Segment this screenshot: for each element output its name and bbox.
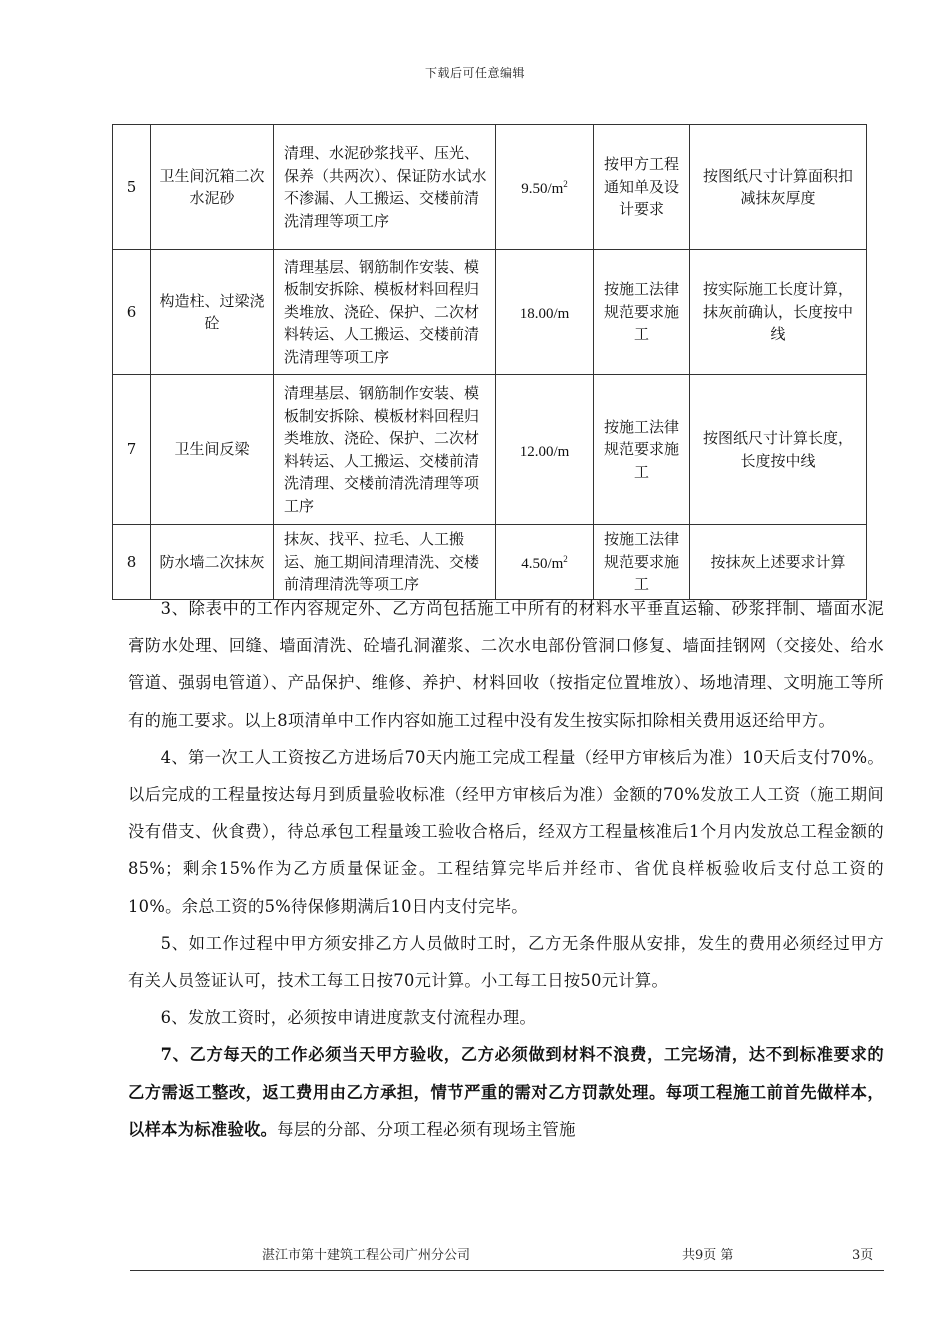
clause-6: 6、发放工资时，必须按申请进度款支付流程办理。 [160,1008,537,1028]
item-content: 抹灰、找平、拉毛、人工搬运、施工期间清理清洗、交楼前清理清洗等项工序 [274,525,496,600]
unit-price [496,525,594,600]
unit-price [496,125,594,250]
item-content: 清理基层、钢筋制作安装、模板制安拆除、模板材料回程归类堆放、浇砼、保护、二次材料转运、人工搬运、交楼前清洗清理等项工序 [274,250,496,375]
price-value: 9.50/m [521,181,564,198]
calculation-method: 按图纸尺寸计算面积扣减抹灰厚度 [690,125,867,250]
clause-5: 5、如工作过程中甲方须安排乙方人员做时工时，乙方无条件服从安排，发生的费用必须经过甲方有关人员签证认可，技术工每工日按70元计算。小工每工日按50元计算。 [128,933,884,991]
price-value: 12.00/m [519,443,570,460]
row-number: 5 [113,125,151,250]
contract-body [128,590,884,1148]
price-value: 4.50/m [521,556,564,573]
item-requirement: 按甲方工程通知单及设计要求 [594,125,690,250]
item-name: 卫生间反梁 [151,375,274,525]
item-requirement: 按施工法律规范要求施工 [594,525,690,600]
item-name: 卫生间沉箱二次水泥砂 [151,125,274,250]
calculation-method: 按实际施工长度计算，抹灰前确认，长度按中线 [690,250,867,375]
item-name: 防水墙二次抹灰 [151,525,274,600]
item-name: 构造柱、过梁浇砼 [151,250,274,375]
unit-price [496,375,594,525]
unit-price [496,250,594,375]
footer-company: 湛江市第十建筑工程公司广州分公司 [262,1248,471,1263]
page-header: 下载后可任意编辑 [424,66,525,80]
table-row [113,125,867,250]
item-content: 清理、水泥砂浆找平、压光、保养（共两次）、保证防水试水不渗漏、人工搬运、交楼前清洗清理等项工序 [274,125,496,250]
clause-3: 3、除表中的工作内容规定外、乙方尚包括施工中所有的材料水平垂直运输、砂浆拌制、墙面水泥膏防水处理、回缝、墙面清洗、砼墙孔洞灌浆、二次水电部份管洞口修复、墙面挂钢网（交接处、给水管道、强弱电管道）、产品保护、维修、养护、材料回收（按指定位置堆放）、场地清理、文明施工等所有的施工要求。以上8项清单中工作内容如施工过程中没有发生按实际扣除相关费用返还给甲方。 [128,599,884,730]
price-superscript: 2 [563,554,568,565]
calculation-method: 按抹灰上述要求计算 [690,525,867,600]
clause-7-bold-text: 7、乙方每天的工作必须当天甲方验收，乙方必须做到材料不浪费，工完场清，达不到标准要求的乙方需返工整改，返工费用由乙方承担，情节严重的需对乙方罚款处理。每项工程施工前首先做样本，以样本为标准验收。 [128,1045,884,1139]
item-requirement: 按施工法律规范要求施工 [594,375,690,525]
table-row [113,525,867,600]
clause-7-text: 每层的分部、分项工程必须有现场主管施 [277,1119,576,1139]
table-row [113,375,867,525]
row-number: 8 [113,525,151,600]
calculation-method: 按图纸尺寸计算长度，长度按中线 [690,375,867,525]
item-requirement: 按施工法律规范要求施工 [594,250,690,375]
price-value: 18.00/m [519,306,570,323]
clause-7 [128,1036,884,1148]
footer-divider [130,1270,884,1271]
footer-total-pages: 共9页 第 [682,1248,734,1263]
clause-4: 4、第一次工人工资按乙方进场后70天内施工完成工程量（经甲方审核后为准）10天后支付70%。以后完成的工程量按达每月到质量验收标准（经甲方审核后为准）金额的70%发放工人工资（施工期间没有借支、伙食费），待总承包工程量竣工验收合格后，经双方工程量核准后1个月内发放总工程金额的85%；剩余15%作为乙方质量保证金。工程结算完毕后并经市、省优良样板验收后支付总工资的10%。余总工资的5%待保修期满后10日内支付完毕。 [128,747,884,916]
work-items-table [112,124,867,600]
row-number: 7 [113,375,151,525]
row-number: 6 [113,250,151,375]
item-content: 清理基层、钢筋制作安装、模板制安拆除、模板材料回程归类堆放、浇砼、保护、二次材料转运、人工搬运、交楼前清洗清理、交楼前清洗清理等项工序 [274,375,496,525]
price-superscript: 2 [563,179,568,190]
table-row [113,250,867,375]
footer-page-number: 3页 [852,1248,874,1263]
